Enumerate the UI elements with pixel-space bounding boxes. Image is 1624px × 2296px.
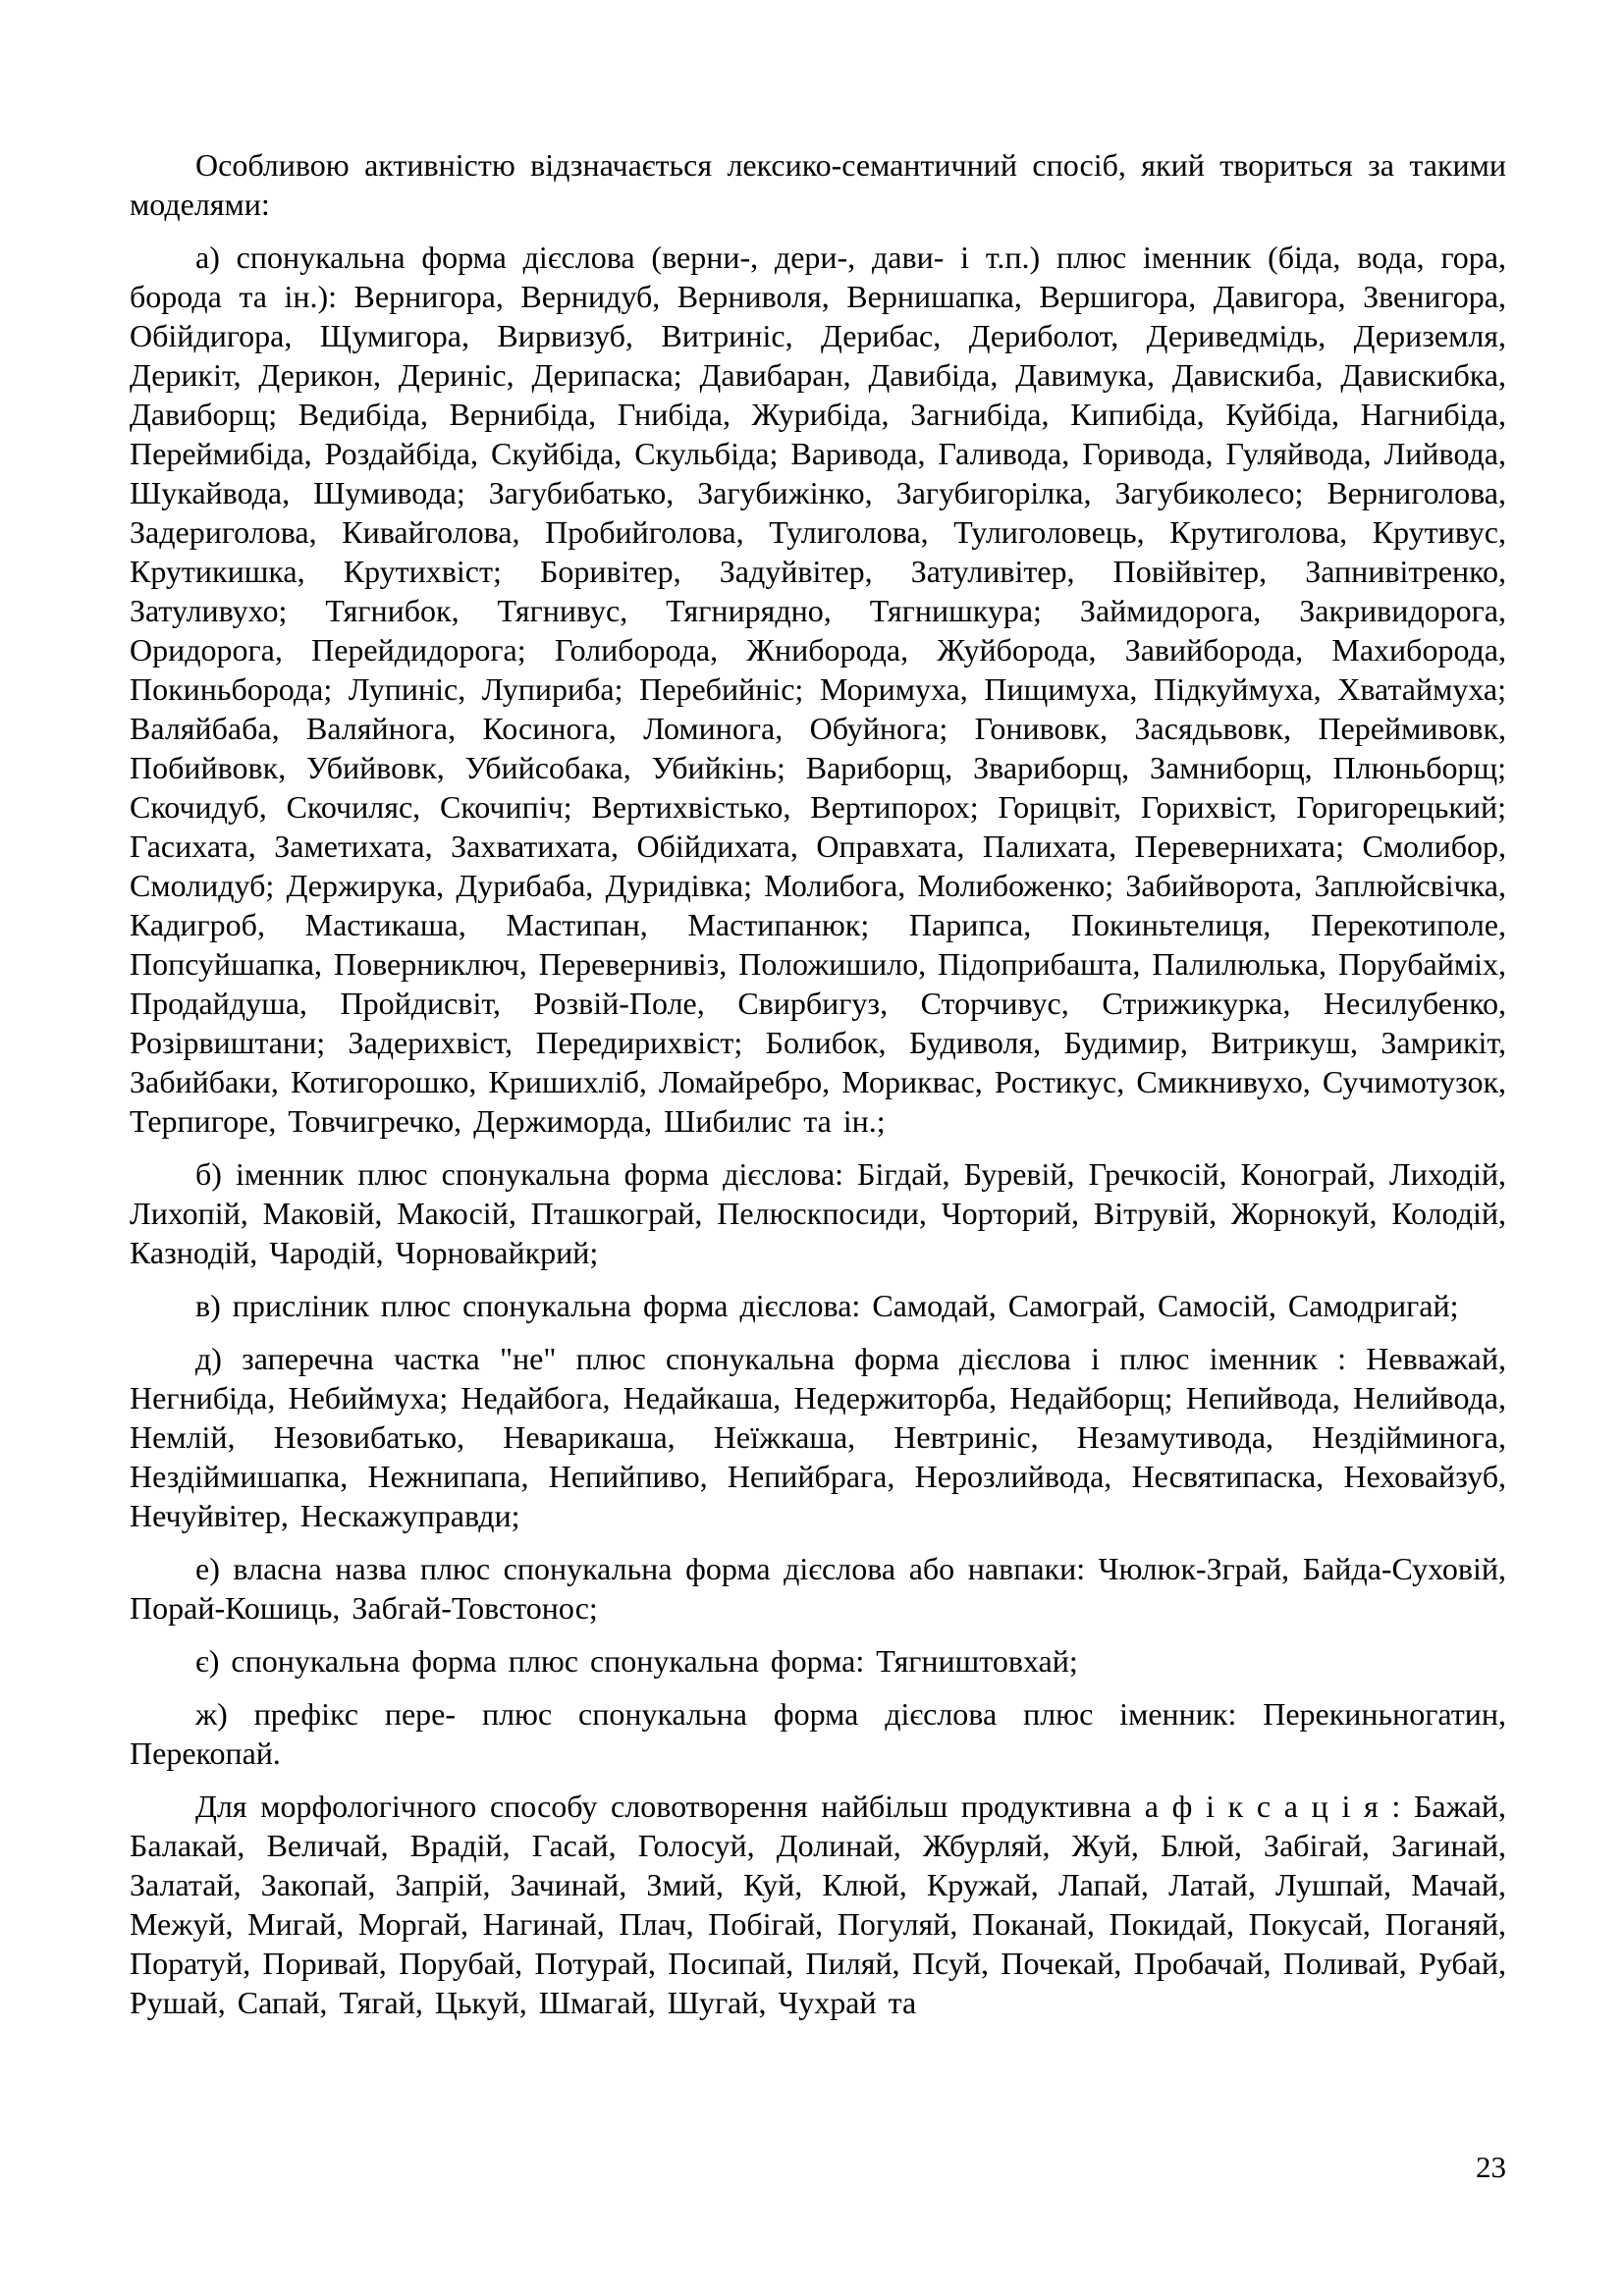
paragraph-model-e: е) власна назва плюс спонукальна форма дієслова або навпаки: Чюлюк-Зграй, Байда-Суховій, Порай-Кошиць, Забгай-Товстонос; [130,1551,1506,1626]
paragraph-intro: Особливою активністю відзначається лексико-семантичний спосіб, який твориться за такими моделями: [130,147,1506,222]
paragraph-model-d: д) заперечна частка "не" плюс спонукальна форма дієслова і плюс іменник : Невважай, Негнибіда, Небиймуха; Недайбога, Недайкаша, Недержиторба, Недайборщ; Непийвода, Нелийвода, Немлій, Незовибатько, Неварикаша, Неїжкаша, Невтриніс, Незамутивода, Нездійминога, Нездіймишапка, Нежнипапа, Непийпиво, Непийбрага, Нерозлийвода, Несвятипаска, Неховайзуб, Нечуйвітер, Нескажуправди; [130,1341,1506,1533]
paragraph-affixation: Для морфологічного способу словотворення найбільш продуктивна а ф і к с а ц і я : Бажай, Балакай, Величай, Врадій, Гасай, Голосуй, Долинай, Жбурляй, Жуй, Блюй, Забігай, Загинай, Залатай, Закопай, Запрій, Зачинай, Змий, Куй, Клюй, Кружай, Лапай, Латай, Лушпай, Мачай, Межуй, Мигай, Моргай, Нагинай, Плач, Побігай, Погуляй, Поканай, Покидай, Покусай, Поганяй, Поратуй, Поривай, Порубай, Потурай, Посипай, Пиляй, Псуй, Почекай, Пробачай, Поливай, Рубай, Рушай, Сапай, Тягай, Цькуй, Шмагай, Шугай, Чухрай та [130,1789,1506,2020]
paragraph-model-v: в) присліник плюс спонукальна форма дієслова: Самодай, Самограй, Самосій, Самодригай; [195,1288,1459,1323]
paragraph-model-zh: ж) префікс пере- плюс спонукальна форма дієслова плюс іменник: Перекиньногатин, Перекопай. [130,1696,1506,1771]
paragraph-model-ye: є) спонукальна форма плюс спонукальна форма: Тягништовхай; [195,1643,1078,1679]
page-number: 23 [1476,2150,1506,2184]
document-body [130,145,1506,2022]
paragraph-model-a: а) спонукальна форма дієслова (верни-, дери-, дави- і т.п.) плюс іменник (біда, вода, гора, борода та ін.): Вернигора, Вернидуб, Верниволя, Вернишапка, Вершигора, Давигора, Звенигора, Обійдигора, Щумигора, Вирвизуб, Витриніс, Дерибас, Дериболот, Дериведмідь, Дериземля, Дерикіт, Дерикон, Дериніс, Дерипаска; Давибаран, Давибіда, Давимука, Давискиба, Давискибка, Давиборщ; Ведибіда, Вернибіда, Гнибіда, Журибіда, Загнибіда, Кипибіда, Куйбіда, Нагнибіда, Переймибіда, Роздайбіда, Скуйбіда, Скульбіда; Варивода, Галивода, Горивода, Гуляйвода, Лийвода, Шукайвода, Шумивода; Загубибатько, Загубижінко, Загубигорілка, Загубиколесо; Верниголова, Задериголова, Кивайголова, Пробийголова, Тулиголова, Тулиголовець, Крутиголова, Крутивус, Крутикишка, Крутихвіст; Боривітер, Задуйвітер, Затуливітер, Повійвітер, Запнивітренко, Затуливухо; Тягнибок, Тягнивус, Тягнирядно, Тягнишкура; Займидорога, Закривидорога, Оридорога, Перейдидорога; Голиборода, Жниборода, Жуйборода, Завийборода, Махиборода, Покиньборода; Лупиніс, Лупириба; Перебийніс; Моримуха, Пищимуха, Підкуймуха, Хватаймуха; Валяйбаба, Валяйнога, Косинога, Ломинога, Обуйнога; Гонивовк, Засядьвовк, Переймивовк, Побийвовк, Убийвовк, Убийсобака, Убийкінь; Вариборщ, Звариборщ, Замниборщ, Плюньборщ; Скочидуб, Скочиляс, Скочипіч; Вертихвістько, Вертипорох; Горицвіт, Горихвіст, Горигорецький; Гасихата, Заметихата, Захватихата, Обійдихата, Оправхата, Палихата, Перевернихата; Смолибор, Смолидуб; Держирука, Дурибаба, Дуридівка; Молибога, Молибоженко; Забийворота, Заплюйсвічка, Кадигроб, Мастикаша, Мастипан, Мастипанюк; Парипса, Покиньтелиця, Перекотиполе, Попсуйшапка, Поверниключ, Перевернивіз, Положишило, Підоприбашта, Палилюлька, Порубайміх, Продайдуша, Пройдисвіт, Розвій-Поле, Свирбигуз, Сторчивус, Стрижикурка, Несилубенко, Розірвиштани; Задерихвіст, Передирихвіст; Болибок, Будиволя, Будимир, Витрикуш, Замрикіт, Забийбаки, Котигорошко, Кришихліб, Ломайребро, Мориквас, Ростикус, Смикнивухо, Сучимотузок, Терпигоре, Товчигречко, Держиморда, Шибилис та ін.; [130,240,1506,1139]
paragraph-model-b: б) іменник плюс спонукальна форма дієслова: Бігдай, Буревій, Гречкосій, Конограй, Лиходій, Лихопій, Маковій, Макосій, Пташкограй, Пелюскпосиди, Чорторий, Вітрувій, Жорнокуй, Колодій, Казнодій, Чародій, Чорновайкрий; [130,1156,1506,1270]
